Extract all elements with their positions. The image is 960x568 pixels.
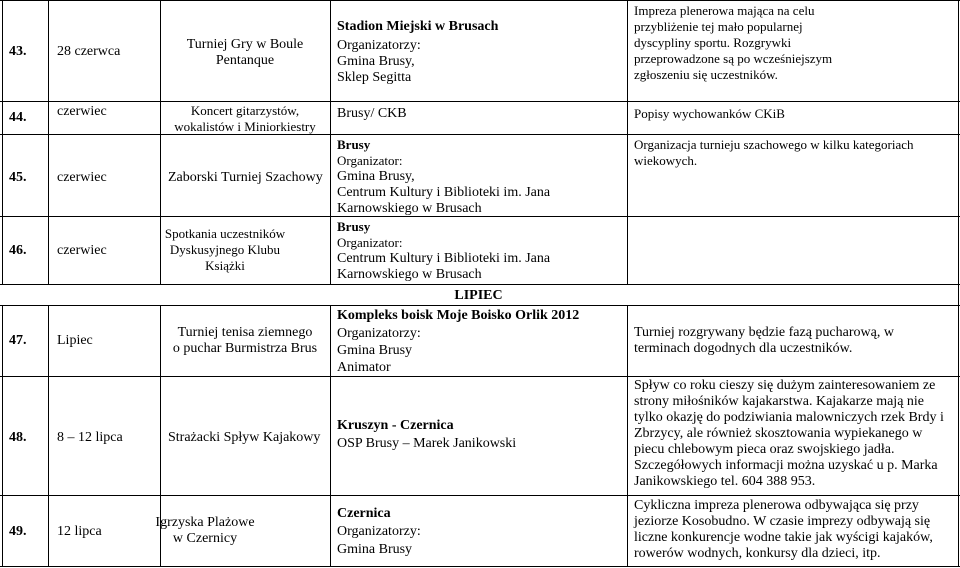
row-45-number: 45. [9,170,27,185]
row-43-venue-line: Sklep Segitta [337,70,412,85]
row-48-venue-title: Kruszyn - Czernica [337,418,454,433]
row-45-venue-line: Organizator: [337,153,403,168]
row-48-event: Strażacki Spływ Kajakowy [168,430,321,445]
row-48-notes: Spływ co roku cieszy się dużym zainteresowaniem ze strony miłośników kajakarstwa. Kajakarze mają nie tylko okazję do podziwiania malowniczych rzek Brdy i Zbrzycy, ale również skosztowania wypiekanego w piecu chlebowym pieca oraz swojskiego jadła. Szczegółowych informacji można uzyskać u p. Marka Janikowskiego tel. 604 388 953. [634,378,944,489]
row-45-date: czerwiec [57,170,107,185]
row-46-venue-line: Karnowskiego w Brusach [337,267,482,282]
row-43-venue-title: Stadion Miejski w Brusach [337,19,499,34]
row-45-venue-line: Karnowskiego w Brusach [337,201,482,216]
row-44-date: czerwiec [57,104,107,119]
row-44-notes: Popisy wychowanków CKiB [634,106,785,121]
row-47-venue-line: Gmina Brusy [337,343,413,358]
row-43-date: 28 czerwca [57,44,121,59]
row-49-venue-title: Czernica [337,506,391,521]
row-49-notes: Cykliczna impreza plenerowa odbywająca się przy jeziorze Kosobudno. W czasie imprezy odbywają się liczne konkurencje wodne takie jak wyścigi kajaków, rowerów wodnych, konkursy dla dzieci, itp. [634,498,933,561]
row-43-notes: Impreza plenerowa mająca na celu przybliżenie tej mało popularnej dyscypliny sportu. Rozgrywki przeprowadzone są po wcześniejszym zgłoszeniu się uczestników. [634,3,833,82]
row-47-venue-line: Animator [337,360,391,375]
row-47-date: Lipiec [57,333,93,348]
row-46-venue-line: Centrum Kultury i Biblioteki im. Jana [337,251,551,266]
row-49-date: 12 lipca [57,524,102,539]
row-46-venue-line: Organizator: [337,235,403,250]
row-45-venue-line: Gmina Brusy, [337,169,415,184]
row-49-venue-line: Gmina Brusy [337,542,413,557]
row-45-venue-title: Brusy [337,137,371,152]
row-43-venue-line: Gmina Brusy, [337,54,415,69]
row-48-number: 48. [9,430,27,445]
month-header: LIPIEC [454,288,503,303]
row-49-event: Igrzyska Plażowe w Czernicy [155,515,255,546]
row-46-venue-title: Brusy [337,219,371,234]
row-48-date: 8 – 12 lipca [57,430,123,445]
row-44-event: Koncert gitarzystów, wokalistów i Miniorkiestry [174,103,316,134]
row-47-event: Turniej tenisa ziemnego o puchar Burmistrza Brus [172,325,318,356]
row-44-venue: Brusy/ CKB [337,106,407,121]
row-43-venue-line: Organizatorzy: [337,38,421,53]
row-47-venue-line: Organizatorzy: [337,326,421,341]
row-45-venue-line: Centrum Kultury i Biblioteki im. Jana [337,185,551,200]
row-45-event: Zaborski Turniej Szachowy [168,170,323,185]
row-47-venue-title: Kompleks boisk Moje Boisko Orlik 2012 [337,308,580,323]
row-46-number: 46. [9,243,27,258]
row-44-number: 44. [9,110,27,125]
row-47-notes: Turniej rozgrywany będzie fazą pucharową, w terminach dogodnych dla uczestników. [634,325,894,356]
row-48-venue: OSP Brusy – Marek Janikowski [337,436,517,451]
row-45-notes: Organizacja turnieju szachowego w kilku kategoriach wiekowych. [634,137,914,168]
row-46-event: Spotkania uczestników Dyskusyjnego Klubu Książki [164,226,286,273]
row-43-event: Turniej Gry w Boule Pentanque [186,37,304,68]
row-43-number: 43. [9,44,27,59]
row-49-number: 49. [9,524,27,539]
row-47-number: 47. [9,333,27,348]
row-46-date: czerwiec [57,243,107,258]
row-49-venue-line: Organizatorzy: [337,524,421,539]
